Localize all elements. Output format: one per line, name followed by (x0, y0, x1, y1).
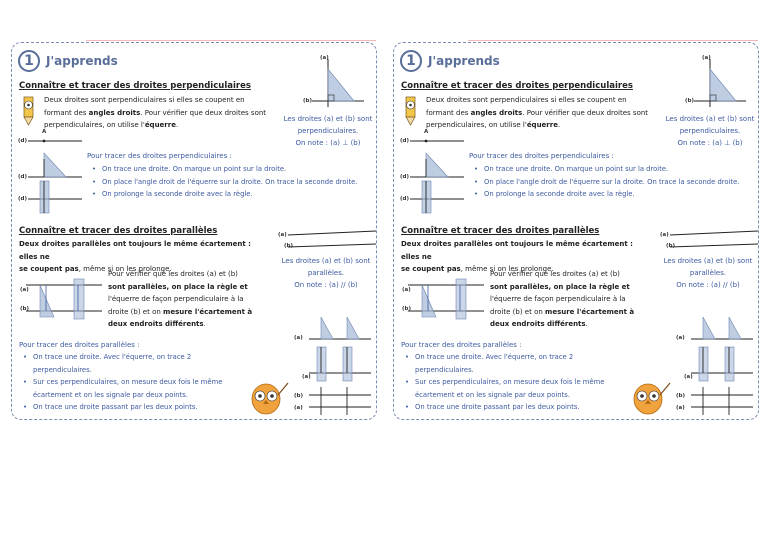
label-d-3: (d) (400, 196, 409, 202)
parallel-verify-figure (400, 275, 486, 321)
parallel-construction-figure (295, 311, 375, 419)
perp-steps-list (90, 163, 375, 201)
perp-howto: Pour tracer des droites perpendiculaires : (87, 152, 232, 160)
para-caption: Les droites (a) et (b) sont parallèles. On note : (a) // (b) (281, 257, 371, 289)
label-a: (a) (320, 55, 329, 61)
label-a-c1: (a) (676, 335, 685, 341)
label-d-1: (d) (400, 138, 409, 144)
lesson-number-badge: 1 (400, 50, 422, 72)
label-b: (b) (685, 98, 694, 104)
list-item: • On prolonge la seconde droite avec la règle. (472, 188, 757, 201)
para-section-title: Connaître et tracer des droites parallèles (19, 226, 218, 236)
perp-section-title: Connaître et tracer des droites perpendiculaires (19, 81, 251, 91)
lesson-number-badge: 1 (18, 50, 40, 72)
perp-steps-list (472, 163, 757, 201)
lesson-card-left (11, 42, 377, 420)
label-b-verify: (b) (20, 306, 29, 312)
label-b-verify: (b) (402, 306, 411, 312)
parallel-verify-figure (18, 275, 104, 321)
label-a-para: (a) (278, 232, 287, 238)
label-a-para: (a) (660, 232, 669, 238)
parallel-lines-figure (278, 229, 378, 251)
list-item: • On place l'angle droit de l'équerre sur la droite. On trace la seconde droite. (90, 176, 375, 189)
perp-howto: Pour tracer des droites perpendiculaires : (469, 152, 614, 160)
lesson-card-right (393, 42, 759, 420)
perp-section-title: Connaître et tracer des droites perpendiculaires (401, 81, 633, 91)
list-item: • On place l'angle droit de l'équerre sur la droite. On trace la seconde droite. (472, 176, 757, 189)
para-howto: Pour tracer des droites parallèles : (19, 341, 140, 349)
perpendicular-figure (684, 55, 754, 115)
top-rule-left (86, 40, 376, 41)
list-item: • Sur ces perpendiculaires, on mesure deux fois le même écartement et on les signale par deux points. (403, 376, 633, 401)
list-item: • On trace une droite passant par les deux points. (21, 401, 251, 414)
list-item: • On trace une droite passant par les deux points. (403, 401, 633, 414)
list-item: • On prolonge la seconde droite avec la règle. (90, 188, 375, 201)
list-item: • On trace une droite. Avec l'équerre, on trace 2 perpendiculaires. (21, 351, 251, 376)
label-point-A: A (42, 129, 47, 135)
lesson-heading: J'apprends (46, 54, 118, 68)
label-a-c3: (a) (676, 405, 685, 411)
label-b-c3: (b) (676, 393, 685, 399)
label-d-2: (d) (400, 174, 409, 180)
label-d-1: (d) (18, 138, 27, 144)
perp-caption: Les droites (a) et (b) sont perpendiculaires. On note : (a) ⊥ (b) (283, 115, 373, 147)
para-intro: Deux droites parallèles ont toujours le même écartement : elles ne se coupent pas, même si on les prolonge. (401, 240, 633, 273)
list-item: • On trace une droite. Avec l'équerre, on trace 2 perpendiculaires. (403, 351, 633, 376)
label-a-c2: (a) (302, 374, 311, 380)
label-a-c3: (a) (294, 405, 303, 411)
para-howto: Pour tracer des droites parallèles : (401, 341, 522, 349)
label-b-para: (b) (666, 243, 675, 249)
label-d-2: (d) (18, 174, 27, 180)
perp-steps-figure (400, 131, 470, 211)
top-rule-right (468, 40, 758, 41)
pencil-mascot-icon (18, 95, 40, 127)
perp-steps-figure (18, 131, 88, 211)
list-item: • On trace une droite. On marque un point sur la droite. (90, 163, 375, 176)
label-d-3: (d) (18, 196, 27, 202)
para-intro: Deux droites parallèles ont toujours le même écartement : elles ne se coupent pas, même si on les prolonge. (19, 240, 251, 273)
pencil-mascot-icon (400, 95, 422, 127)
para-steps-list (21, 351, 251, 414)
label-a-verify: (a) (402, 287, 411, 293)
para-steps-list (403, 351, 633, 414)
parallel-construction-figure (677, 311, 757, 419)
para-caption: Les droites (a) et (b) sont parallèles. On note : (a) // (b) (663, 257, 753, 289)
list-item: • Sur ces perpendiculaires, on mesure deux fois le même écartement et on les signale par deux points. (21, 376, 251, 401)
parallel-lines-figure (660, 229, 760, 251)
label-b-para: (b) (284, 243, 293, 249)
perp-caption: Les droites (a) et (b) sont perpendiculaires. On note : (a) ⊥ (b) (665, 115, 755, 147)
para-verify: Pour vérifier que les droites (a) et (b) sont parallèles, on place la règle et l'équerre de façon perpendiculaire à la droite (b) et on mesure l'écartement à deux endroits différents. (490, 270, 635, 328)
label-a-verify: (a) (20, 287, 29, 293)
para-verify: Pour vérifier que les droites (a) et (b) sont parallèles, on place la règle et l'équerre de façon perpendiculaire à la droite (b) et on mesure l'écartement à deux endroits différents. (108, 270, 253, 328)
label-b: (b) (303, 98, 312, 104)
label-b-c3: (b) (294, 393, 303, 399)
owl-mascot-icon (630, 377, 670, 417)
lesson-heading: J'apprends (428, 54, 500, 68)
para-section-title: Connaître et tracer des droites parallèles (401, 226, 600, 236)
perp-intro: Deux droites sont perpendiculaires si elles se coupent en formant des angles droits. Pour vérifier que deux droites sont perpendiculaires, on utilise l'équerre. (44, 96, 267, 129)
label-a-c1: (a) (294, 335, 303, 341)
label-a: (a) (702, 55, 711, 61)
perpendicular-figure (302, 55, 372, 115)
label-a-c2: (a) (684, 374, 693, 380)
owl-mascot-icon (248, 377, 288, 417)
label-point-A: A (424, 129, 429, 135)
perp-intro: Deux droites sont perpendiculaires si elles se coupent en formant des angles droits. Pour vérifier que deux droites sont perpendiculaires, on utilise l'équerre. (426, 96, 649, 129)
list-item: • On trace une droite. On marque un point sur la droite. (472, 163, 757, 176)
